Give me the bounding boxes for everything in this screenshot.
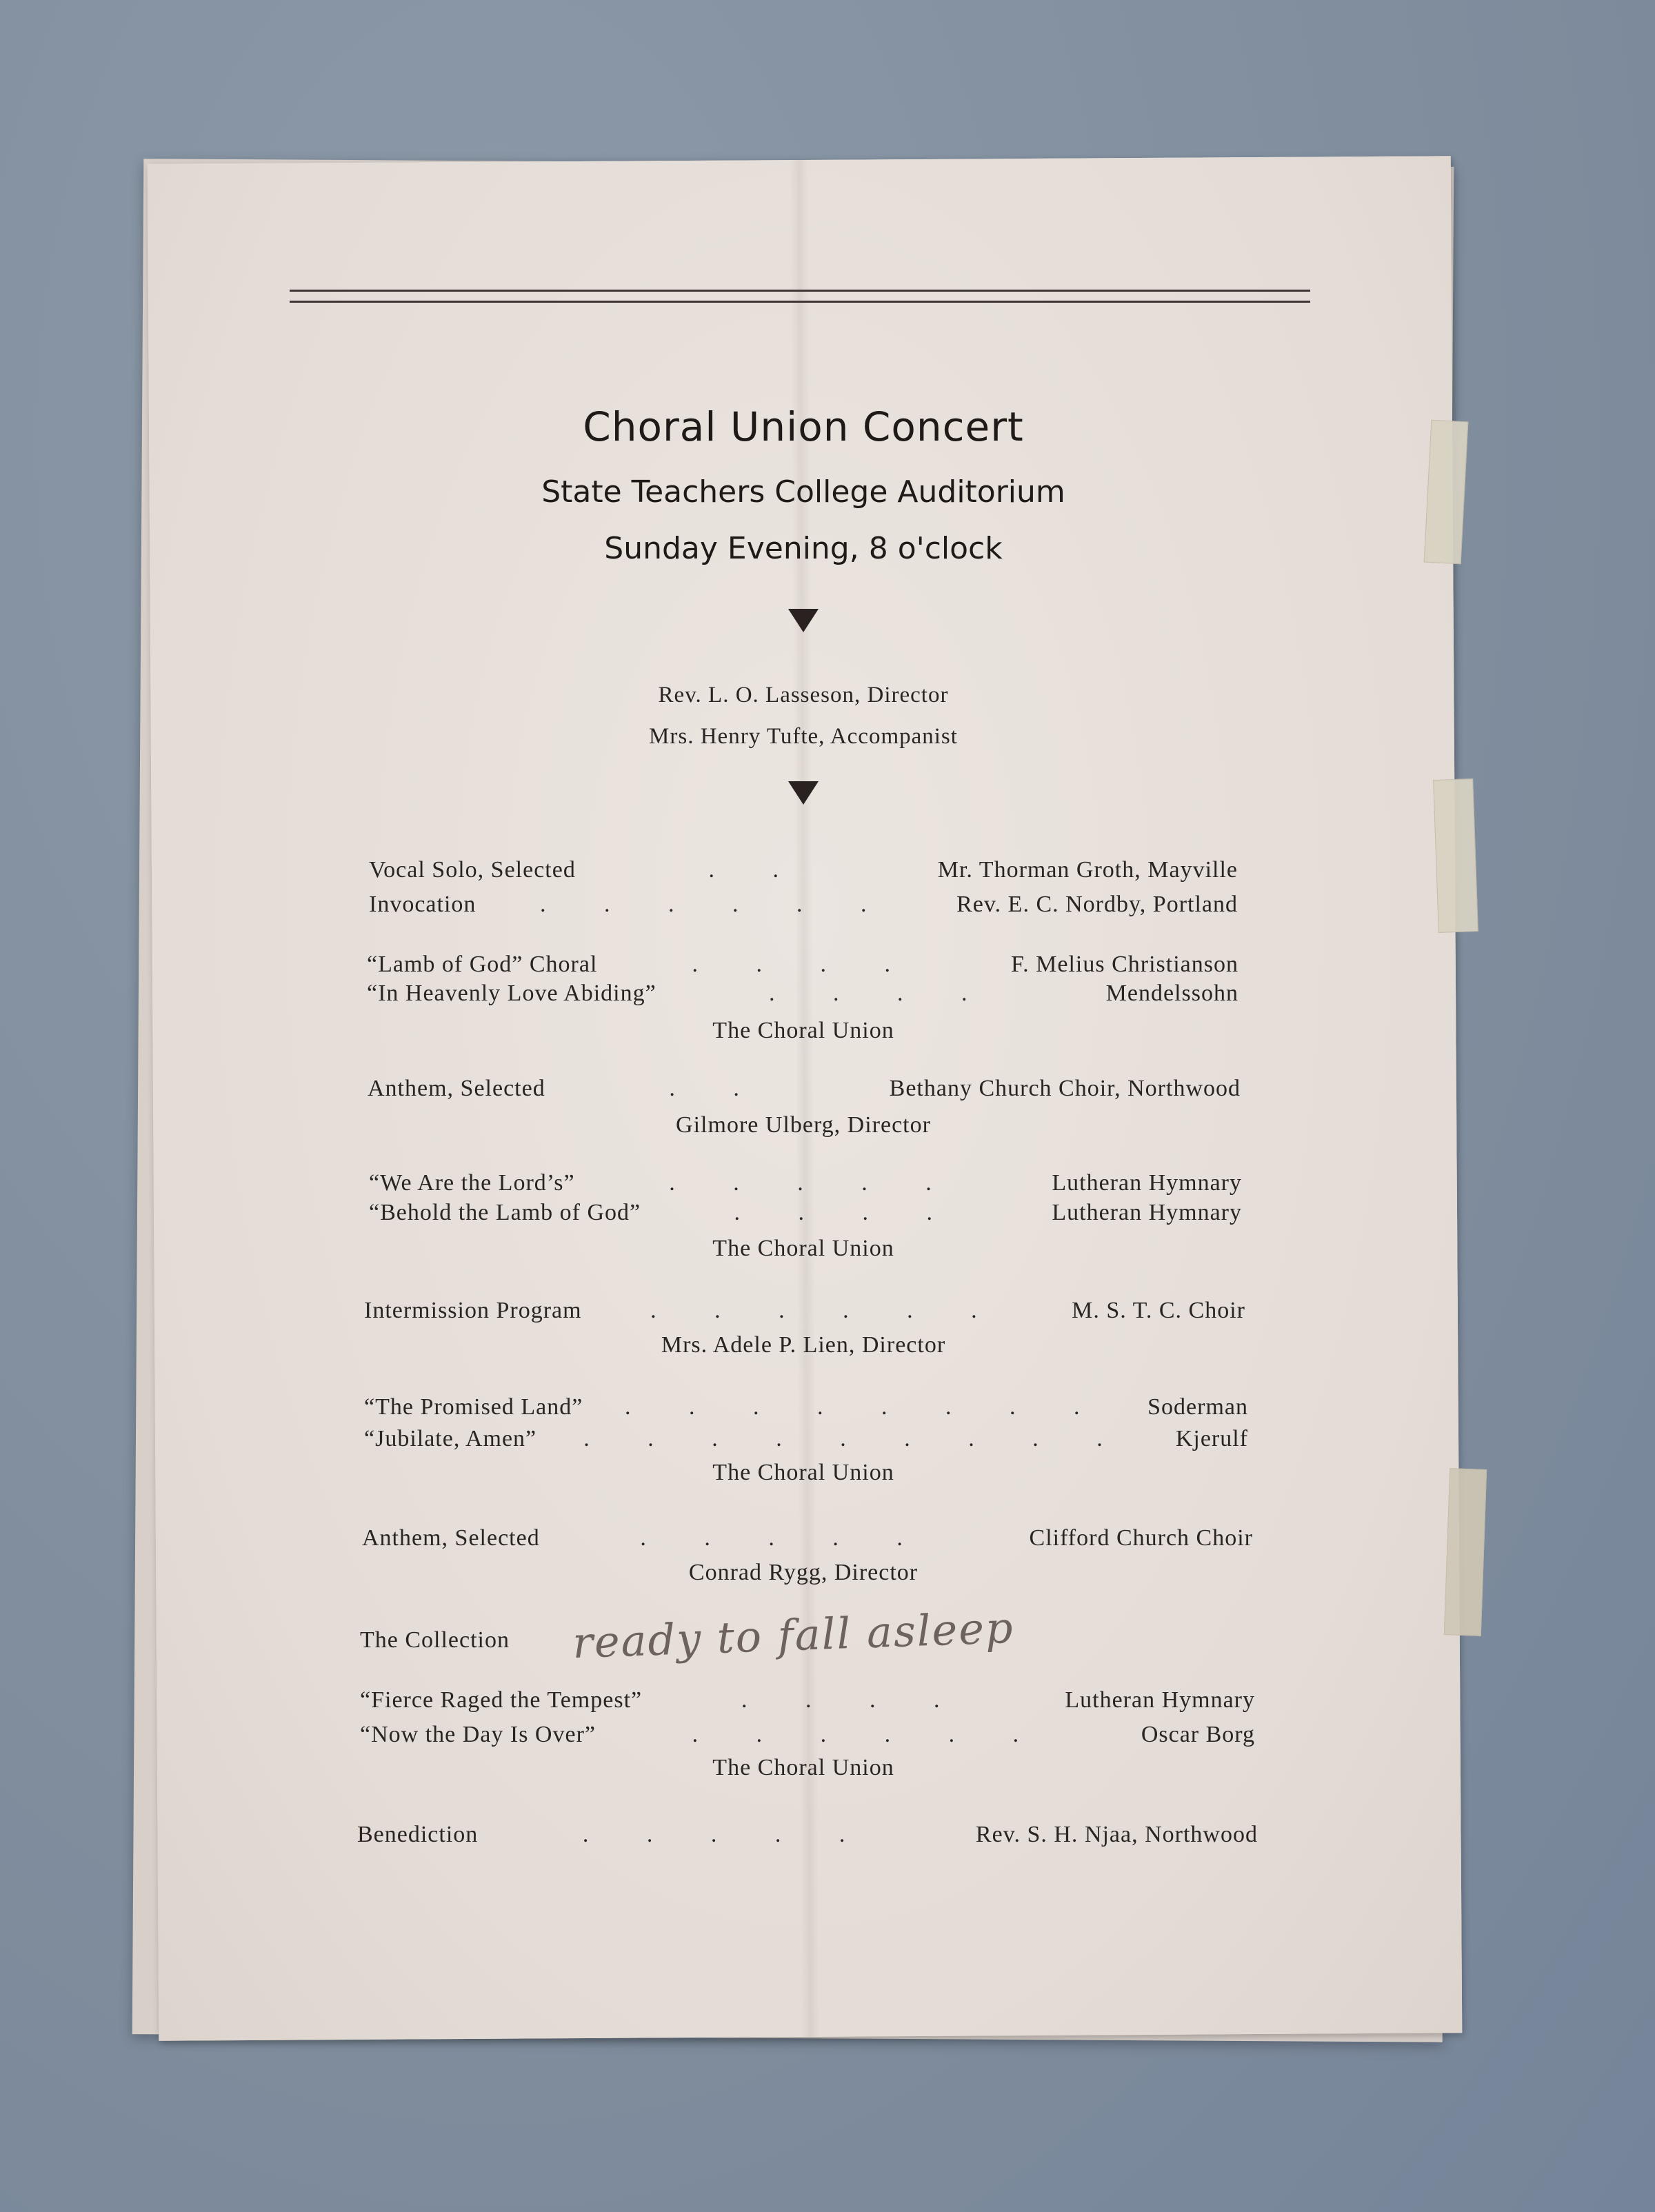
- program-item-anthem-bethany: [368, 1076, 1241, 1102]
- leader-dots: . . . . .: [582, 1822, 872, 1847]
- leader-dots: . . . . . . . . .: [583, 1426, 1129, 1451]
- item-title: “The Promised Land”: [364, 1394, 583, 1420]
- program-item-promised-land: [364, 1394, 1248, 1420]
- anthem-director: Gilmore Ulberg, Director: [676, 1112, 931, 1138]
- accompanist-line: Mrs. Henry Tufte, Accompanist: [649, 724, 958, 749]
- item-performer: Rev. E. C. Nordby, Portland: [956, 892, 1238, 917]
- item-title: “Now the Day Is Over”: [360, 1722, 596, 1747]
- program-item-vocal-solo: [369, 857, 1238, 883]
- concert-title: Choral Union Concert: [583, 403, 1024, 450]
- concert-time: Sunday Evening, 8 o'clock: [604, 531, 1003, 566]
- program-item-day-is-over: [360, 1722, 1255, 1748]
- item-title: Benediction: [357, 1822, 479, 1847]
- performer-choral-union: The Choral Union: [712, 1460, 894, 1485]
- item-performer: Rev. S. H. Njaa, Northwood: [975, 1822, 1258, 1847]
- performer-choral-union: The Choral Union: [712, 1755, 894, 1780]
- handwritten-note: ready to fall asleep: [571, 1602, 1015, 1669]
- director-line: Rev. L. O. Lasseson, Director: [658, 683, 949, 707]
- venue: State Teachers College Auditorium: [541, 474, 1065, 510]
- item-title: “Behold the Lamb of God”: [369, 1200, 641, 1225]
- item-performer: Lutheran Hymnary: [1052, 1170, 1242, 1196]
- leader-dots: . . . .: [734, 1200, 959, 1225]
- item-title: Anthem, Selected: [362, 1525, 540, 1551]
- item-performer: Bethany Church Choir, Northwood: [889, 1076, 1241, 1101]
- intermission-director: Mrs. Adele P. Lien, Director: [661, 1332, 946, 1358]
- leader-dots: . . . .: [692, 952, 916, 977]
- triangle-ornament-icon: [788, 781, 819, 805]
- leader-dots: . . . .: [741, 1687, 966, 1713]
- leader-dots: . . . . . .: [692, 1722, 1045, 1747]
- leader-dots: . . . . . .: [650, 1298, 1003, 1323]
- triangle-ornament-icon: [788, 609, 819, 632]
- program-item-intermission: [364, 1298, 1245, 1324]
- item-performer: F. Melius Christianson: [1010, 952, 1238, 977]
- program-item-collection: [360, 1627, 510, 1653]
- performer-choral-union: The Choral Union: [712, 1236, 894, 1261]
- leader-dots: . . . . .: [640, 1525, 929, 1551]
- item-performer: Lutheran Hymnary: [1052, 1200, 1242, 1225]
- item-performer: Mr. Thorman Groth, Mayville: [937, 857, 1238, 883]
- item-title: Vocal Solo, Selected: [369, 857, 576, 883]
- program-item-benediction: [357, 1822, 1258, 1848]
- item-performer: Clifford Church Choir: [1029, 1525, 1253, 1551]
- item-title: “We Are the Lord’s”: [369, 1170, 575, 1196]
- leader-dots: . .: [708, 857, 805, 883]
- program-item-heavenly-love: [367, 981, 1238, 1007]
- program-item-lords: [369, 1170, 1242, 1196]
- item-title: Invocation: [369, 892, 477, 917]
- item-title: “Jubilate, Amen”: [364, 1426, 537, 1451]
- leader-dots: . . . . . .: [540, 892, 893, 917]
- item-title: The Collection: [360, 1627, 510, 1653]
- header-rule: [290, 301, 1310, 303]
- leader-dots: . . . . . . . .: [625, 1394, 1106, 1420]
- item-title: Intermission Program: [364, 1298, 582, 1323]
- program-item-anthem-clifford: [362, 1525, 1253, 1551]
- program-item-tempest: [360, 1687, 1255, 1713]
- leader-dots: . . . .: [768, 981, 994, 1006]
- program-item-behold: [369, 1200, 1242, 1226]
- performer-choral-union: The Choral Union: [712, 1018, 894, 1043]
- item-performer: Soderman: [1147, 1394, 1248, 1420]
- item-performer: Kjerulf: [1175, 1426, 1248, 1451]
- item-title: “Lamb of God” Choral: [367, 952, 598, 977]
- anthem-director: Conrad Rygg, Director: [688, 1560, 919, 1585]
- item-title: “In Heavenly Love Abiding”: [367, 981, 656, 1006]
- leader-dots: . . . . .: [669, 1170, 958, 1196]
- item-performer: Mendelssohn: [1105, 981, 1238, 1006]
- item-performer: Oscar Borg: [1141, 1722, 1255, 1747]
- program-item-jubilate: [364, 1426, 1248, 1452]
- item-performer: M. S. T. C. Choir: [1072, 1298, 1245, 1323]
- item-title: Anthem, Selected: [368, 1076, 545, 1101]
- leader-dots: . .: [669, 1076, 765, 1101]
- program-item-invocation: [369, 892, 1238, 918]
- header-rule: [290, 290, 1310, 292]
- item-title: “Fierce Raged the Tempest”: [360, 1687, 643, 1713]
- item-performer: Lutheran Hymnary: [1065, 1687, 1255, 1713]
- program-item-lamb-of-god: [367, 952, 1238, 978]
